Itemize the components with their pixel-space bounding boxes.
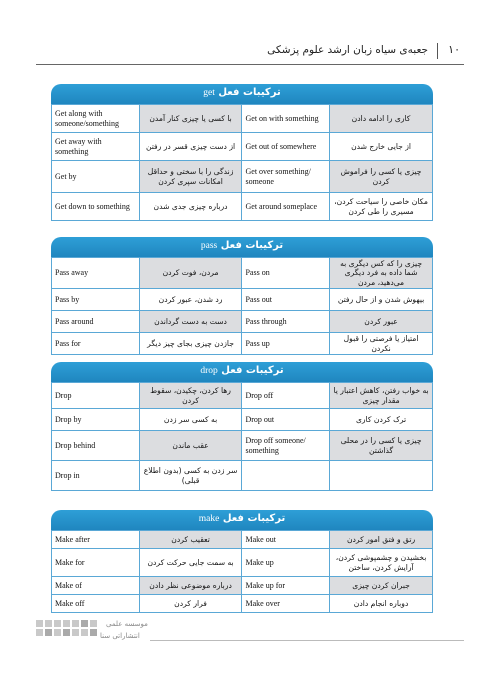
meaning-cell: چیزی یا کسی را فراموش کردن [330,161,433,193]
meaning-cell: از دست چیزی قسر در رفتن [139,133,242,161]
verb-cell: Make of [52,577,140,595]
meaning-cell: زندگی را با سختی و حداقل امکانات سپری کردن [139,161,242,193]
page-header [36,40,464,65]
verb-cell: Pass up [242,333,330,355]
verb-cell: Pass for [52,333,140,355]
table-row [52,258,433,289]
section-keyword: get [203,88,215,98]
meaning-cell: بیهوش شدن و از حال رفتن [330,289,433,311]
meaning-cell: رد شدن، عبور کردن [139,289,242,311]
verb-cell: Make over [242,595,330,613]
verb-cell: Get away with something [52,133,140,161]
table-row [52,431,433,461]
table-row [52,383,433,409]
section-title-text: ترکیبات فعل [218,87,281,98]
section-title [51,87,433,98]
meaning-cell: رها کردن، چکیدن، سقوط کردن [139,383,242,409]
verb-cell: Pass by [52,289,140,311]
meaning-cell: دست به دست گرداندن [139,311,242,333]
phrasal-verb-table [51,382,433,491]
meaning-cell: چیزی یا کسی را در محلی گذاشتن [330,431,433,461]
verb-cell: Pass through [242,311,330,333]
section-title-text: ترکیبات فعل [221,365,284,376]
section-keyword: pass [200,241,218,251]
meaning-cell: از جایی خارج شدن [330,133,433,161]
section-pass [51,237,433,355]
section-header [51,510,433,530]
meaning-cell: تعقیب کردن [139,531,242,549]
table-row [52,531,433,549]
meaning-cell: با کسی یا چیزی کنار آمدن [139,105,242,133]
meaning-cell: درباره چیزی جدی شدن [139,193,242,221]
meaning-cell: درباره موضوعی نظر دادن [139,577,242,595]
meaning-cell: رتق و فتق امور کردن [330,531,433,549]
verb-cell: Make up for [242,577,330,595]
meaning-cell [330,461,433,491]
section-make [51,510,433,613]
verb-cell: Make after [52,531,140,549]
section-title [51,240,433,251]
phrasal-verb-table [51,104,433,221]
meaning-cell: ترک کردن کاری [330,409,433,431]
table-row [52,577,433,595]
section-title-text: ترکیبات فعل [222,513,286,524]
meaning-cell: عقب ماندن [139,431,242,461]
meaning-cell: چیزی را که کس دیگری به شما داده به فرد دیگری می‌دهید، مردن [330,258,433,289]
section-title [51,513,433,524]
meaning-cell: مردن، فوت کردن [139,258,242,289]
verb-cell: Get down to something [52,193,140,221]
publisher-name-line2: انتشاراتی سنا [100,632,140,640]
verb-cell: Get by [52,161,140,193]
verb-cell: Pass away [52,258,140,289]
meaning-cell: فرار کردن [139,595,242,613]
verb-cell: Make out [242,531,330,549]
meaning-cell: عبور کردن [330,311,433,333]
section-header [51,84,433,104]
verb-cell: Pass around [52,311,140,333]
verb-cell: Pass on [242,258,330,289]
verb-cell: Get around someplace [242,193,330,221]
phrasal-verb-table [51,257,433,355]
verb-cell: Drop out [242,409,330,431]
meaning-cell: مکان خاصی را سیاحت کردن، مسیری را طی کردن [330,193,433,221]
verb-cell: Drop [52,383,140,409]
section-keyword: drop [200,366,218,376]
meaning-cell: دوباره انجام دادن [330,595,433,613]
section-keyword: make [198,514,220,524]
table-row [52,311,433,333]
verb-cell: Drop off [242,383,330,409]
book-title: جعبه‌ی سیاه زبان ارشد علوم پزشکی [267,44,428,56]
publisher-name-line1: موسسه علمی [106,620,148,628]
table-row [52,289,433,311]
meaning-cell: به خواب رفتن، کاهش اعتبار یا مقدار چیزی [330,383,433,409]
header-divider [437,43,438,59]
section-drop [51,362,433,491]
meaning-cell: به سمت جایی حرکت کردن [139,549,242,577]
meaning-cell: امتیاز یا فرصتی را قبول نکردن [330,333,433,355]
meaning-cell: بخشیدن و چشمپوشی کردن، آرایش کردن، ساختن [330,549,433,577]
table-row [52,133,433,161]
verb-cell: Drop in [52,461,140,491]
section-header [51,237,433,257]
verb-cell: Drop by [52,409,140,431]
table-row [52,461,433,491]
verb-cell: Get along with someone/something [52,105,140,133]
verb-cell: Make for [52,549,140,577]
verb-cell: Drop behind [52,431,140,461]
table-row [52,193,433,221]
verb-cell: Drop off someone/ something [242,431,330,461]
footer-rule [150,640,464,641]
table-row [52,409,433,431]
verb-cell: Get on with something [242,105,330,133]
meaning-cell: به کسی سر زدن [139,409,242,431]
verb-cell: Pass out [242,289,330,311]
meaning-cell: سر زدن به کسی (بدون اطلاع قبلی) [139,461,242,491]
page-number: ۱۰ [448,43,460,56]
meaning-cell: جبران کردن چیزی [330,577,433,595]
verb-cell: Get out of somewhere [242,133,330,161]
verb-cell [242,461,330,491]
table-row [52,105,433,133]
table-row [52,549,433,577]
verb-cell: Make up [242,549,330,577]
meaning-cell: جازدن چیزی بجای چیز دیگر [139,333,242,355]
phrasal-verb-table [51,530,433,613]
section-title [51,365,433,376]
table-row [52,595,433,613]
verb-cell: Make off [52,595,140,613]
table-row [52,161,433,193]
meaning-cell: کاری را ادامه دادن [330,105,433,133]
section-get [51,84,433,221]
section-header [51,362,433,382]
table-row [52,333,433,355]
section-title-text: ترکیبات فعل [220,240,284,251]
verb-cell: Get over something/ someone [242,161,330,193]
